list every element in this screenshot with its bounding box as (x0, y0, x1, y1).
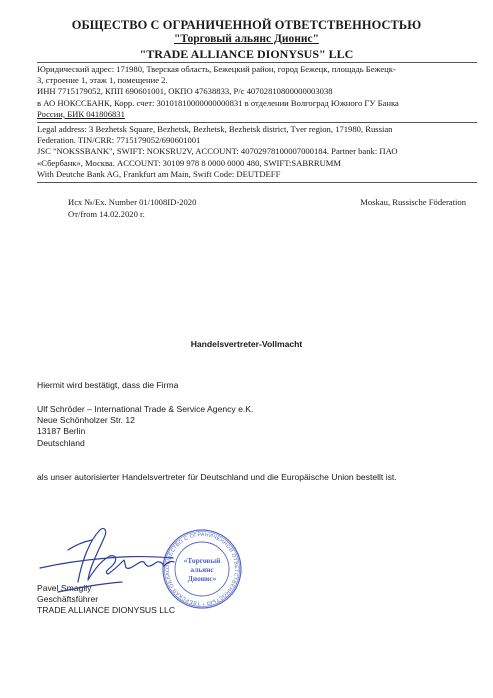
company-name-ru-line1: ОБЩЕСТВО С ОГРАНИЧЕННОЙ ОТВЕТСТВЕННОСТЬЮ (71, 18, 422, 32)
agent-address-block (37, 404, 253, 449)
header-rule-bottom (37, 182, 477, 183)
signatory-company: TRADE ALLIANCE DIONYSUS LLC (37, 605, 176, 616)
address-en-line: JSC "NOKSSBANK", SWIFT: NOKSRU2V, ACCOUNT: 40702978100007000184. Partner bank: ПАО (37, 146, 398, 157)
reference-date: От/from 14.02.2020 г. (68, 208, 145, 219)
address-en-line: Federation. TIN/CRR: 7715179052/690601001 (37, 135, 201, 146)
address-en-line: «Сбербанк», Москва. ACCOUNT: 30109 978 8 0000 0000 480, SWIFT:SABRRUMM (37, 157, 342, 168)
address-ru-block (37, 64, 477, 120)
address-ru-line: ИНН 7715179052, КПП 690601001, ОКПО 47638833, Р/с 40702810800000003038 (37, 86, 333, 97)
address-en-line: With Deutche Bank AG, Frankfurt am Main, Swift Code: DEUTDEFF (37, 168, 281, 179)
address-ru-line: 3, строение 1, этаж 1, помещение 2. (37, 75, 168, 86)
address-ru-line: Юридический адрес: 171980, Тверская область, Бежецкий район, город Бежецк, площадь Бежецк- (37, 64, 396, 74)
address-ru-line: в АО НОКССБАНК, Корр. счет: 30101810000000000831 в отделении Волгоград Южного ГУ Банка (37, 97, 399, 108)
agent-street: Neue Schönholzer Str. 12 (37, 415, 135, 426)
letter-place: Moskau, Russische Föderation (360, 197, 466, 207)
header-rule-top (37, 62, 477, 63)
signatory-role: Geschäftsführer (37, 594, 99, 605)
company-seal (161, 528, 243, 610)
seal-center-line: «Торговый (183, 556, 221, 565)
signatory-name: Pavel Smagliy (37, 583, 92, 593)
address-en-line: Legal address: 3 Bezhetsk Square, Bezhetsk, Bezhetsk, Bezhetsk district, Tver region, 171980, Russian (37, 124, 393, 134)
body-intro: Hiermit wird bestätigt, dass die Firma (37, 380, 179, 390)
seal-center-line: альянс (190, 565, 214, 574)
address-ru-line: России, БИК 041806831 (37, 108, 125, 119)
company-name-ru-line2: "Торговый альянс Дионис" (173, 33, 319, 45)
agent-country: Deutschland (37, 437, 85, 448)
reference-block (68, 197, 196, 220)
agent-city: 13187 Berlin (37, 426, 86, 437)
address-en-block (37, 124, 477, 180)
header-rule-middle (37, 122, 477, 123)
seal-center-line: Дионис» (187, 574, 217, 583)
reference-number: Исх №/Ex. Number 01/1008ID-2020 (68, 197, 197, 207)
agent-company: Ulf Schröder – International Trade & Service Agency e.K. (37, 404, 254, 414)
seal-ring-text: ОБЩЕСТВО С ОГРАНИЧЕННОЙ ОТВЕТСТВЕННОСТЬЮ * ТВЕРСКАЯ ОБЛАС (164, 531, 240, 607)
document-title: Handelsvertreter-Vollmacht (190, 339, 303, 349)
body-statement: als unser autorisierter Handelsvertreter für Deutschland und die Europäische Union bestellt ist. (37, 472, 397, 482)
company-name-en: "TRADE ALLIANCE DIONYSUS" LLC (139, 47, 354, 61)
